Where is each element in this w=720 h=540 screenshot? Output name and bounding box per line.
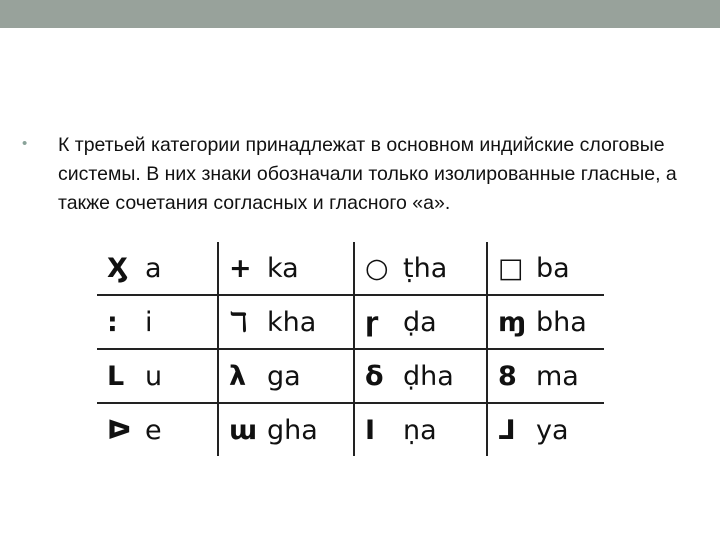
script-glyph: ɯ — [229, 414, 258, 446]
script-glyph: ɱ — [498, 306, 527, 338]
table-row — [97, 295, 604, 349]
syllabary-table — [97, 242, 604, 456]
script-glyph: : — [107, 306, 118, 338]
script-glyph: 8 — [498, 360, 517, 392]
table-cell — [218, 349, 354, 403]
bullet-item — [22, 131, 682, 218]
table-cell — [487, 403, 604, 456]
table-cell — [354, 242, 487, 295]
table-row — [97, 242, 604, 295]
syllable-label: u — [145, 360, 163, 392]
table-cell — [487, 349, 604, 403]
table-cell — [354, 295, 487, 349]
syllable-label: ka — [267, 252, 299, 284]
script-glyph: ɼ — [365, 306, 379, 338]
syllable-label: ba — [536, 252, 570, 284]
script-glyph: δ — [365, 360, 384, 392]
syllable-label: e — [145, 414, 162, 446]
script-glyph: Ӽ — [107, 252, 128, 284]
script-glyph: ⅃ — [498, 414, 516, 446]
syllable-label: ḍha — [403, 360, 454, 392]
syllable-label: i — [145, 306, 153, 338]
script-glyph: □ — [498, 252, 524, 284]
syllable-label: ga — [267, 360, 301, 392]
table-row — [97, 349, 604, 403]
table-cell — [487, 295, 604, 349]
table-cell — [354, 403, 487, 456]
syllable-label: ṇa — [403, 414, 437, 446]
table-cell — [97, 403, 218, 456]
script-glyph: I — [365, 414, 376, 446]
script-glyph: L — [107, 360, 125, 392]
table-cell — [97, 242, 218, 295]
syllable-label: ṭha — [403, 252, 448, 284]
script-glyph: ᐅ — [107, 414, 132, 446]
table-row — [97, 403, 604, 456]
script-glyph: ○ — [365, 252, 389, 284]
table-cell — [218, 403, 354, 456]
syllable-label: kha — [267, 306, 317, 338]
script-glyph: ℸ — [229, 306, 248, 338]
table-cell — [218, 295, 354, 349]
syllable-label: ḍa — [403, 306, 437, 338]
bullet-text: К третьей категории принадлежат в основном индийские слоговые системы. В них знаки обозначали только изолированные гласные, а также сочетания согласных и гласного «а». — [58, 134, 677, 214]
syllable-label: ya — [536, 414, 569, 446]
syllable-label: gha — [267, 414, 318, 446]
syllable-label: a — [145, 252, 162, 284]
table-cell — [354, 349, 487, 403]
script-glyph: + — [229, 252, 252, 284]
table-cell — [218, 242, 354, 295]
script-glyph: λ — [229, 360, 247, 392]
bullet-dot-icon: • — [22, 135, 28, 152]
syllable-label: ma — [536, 360, 579, 392]
slide-top-bar — [0, 0, 720, 28]
table-cell — [487, 242, 604, 295]
syllable-label: bha — [536, 306, 587, 338]
table-cell — [97, 295, 218, 349]
table-cell — [97, 349, 218, 403]
